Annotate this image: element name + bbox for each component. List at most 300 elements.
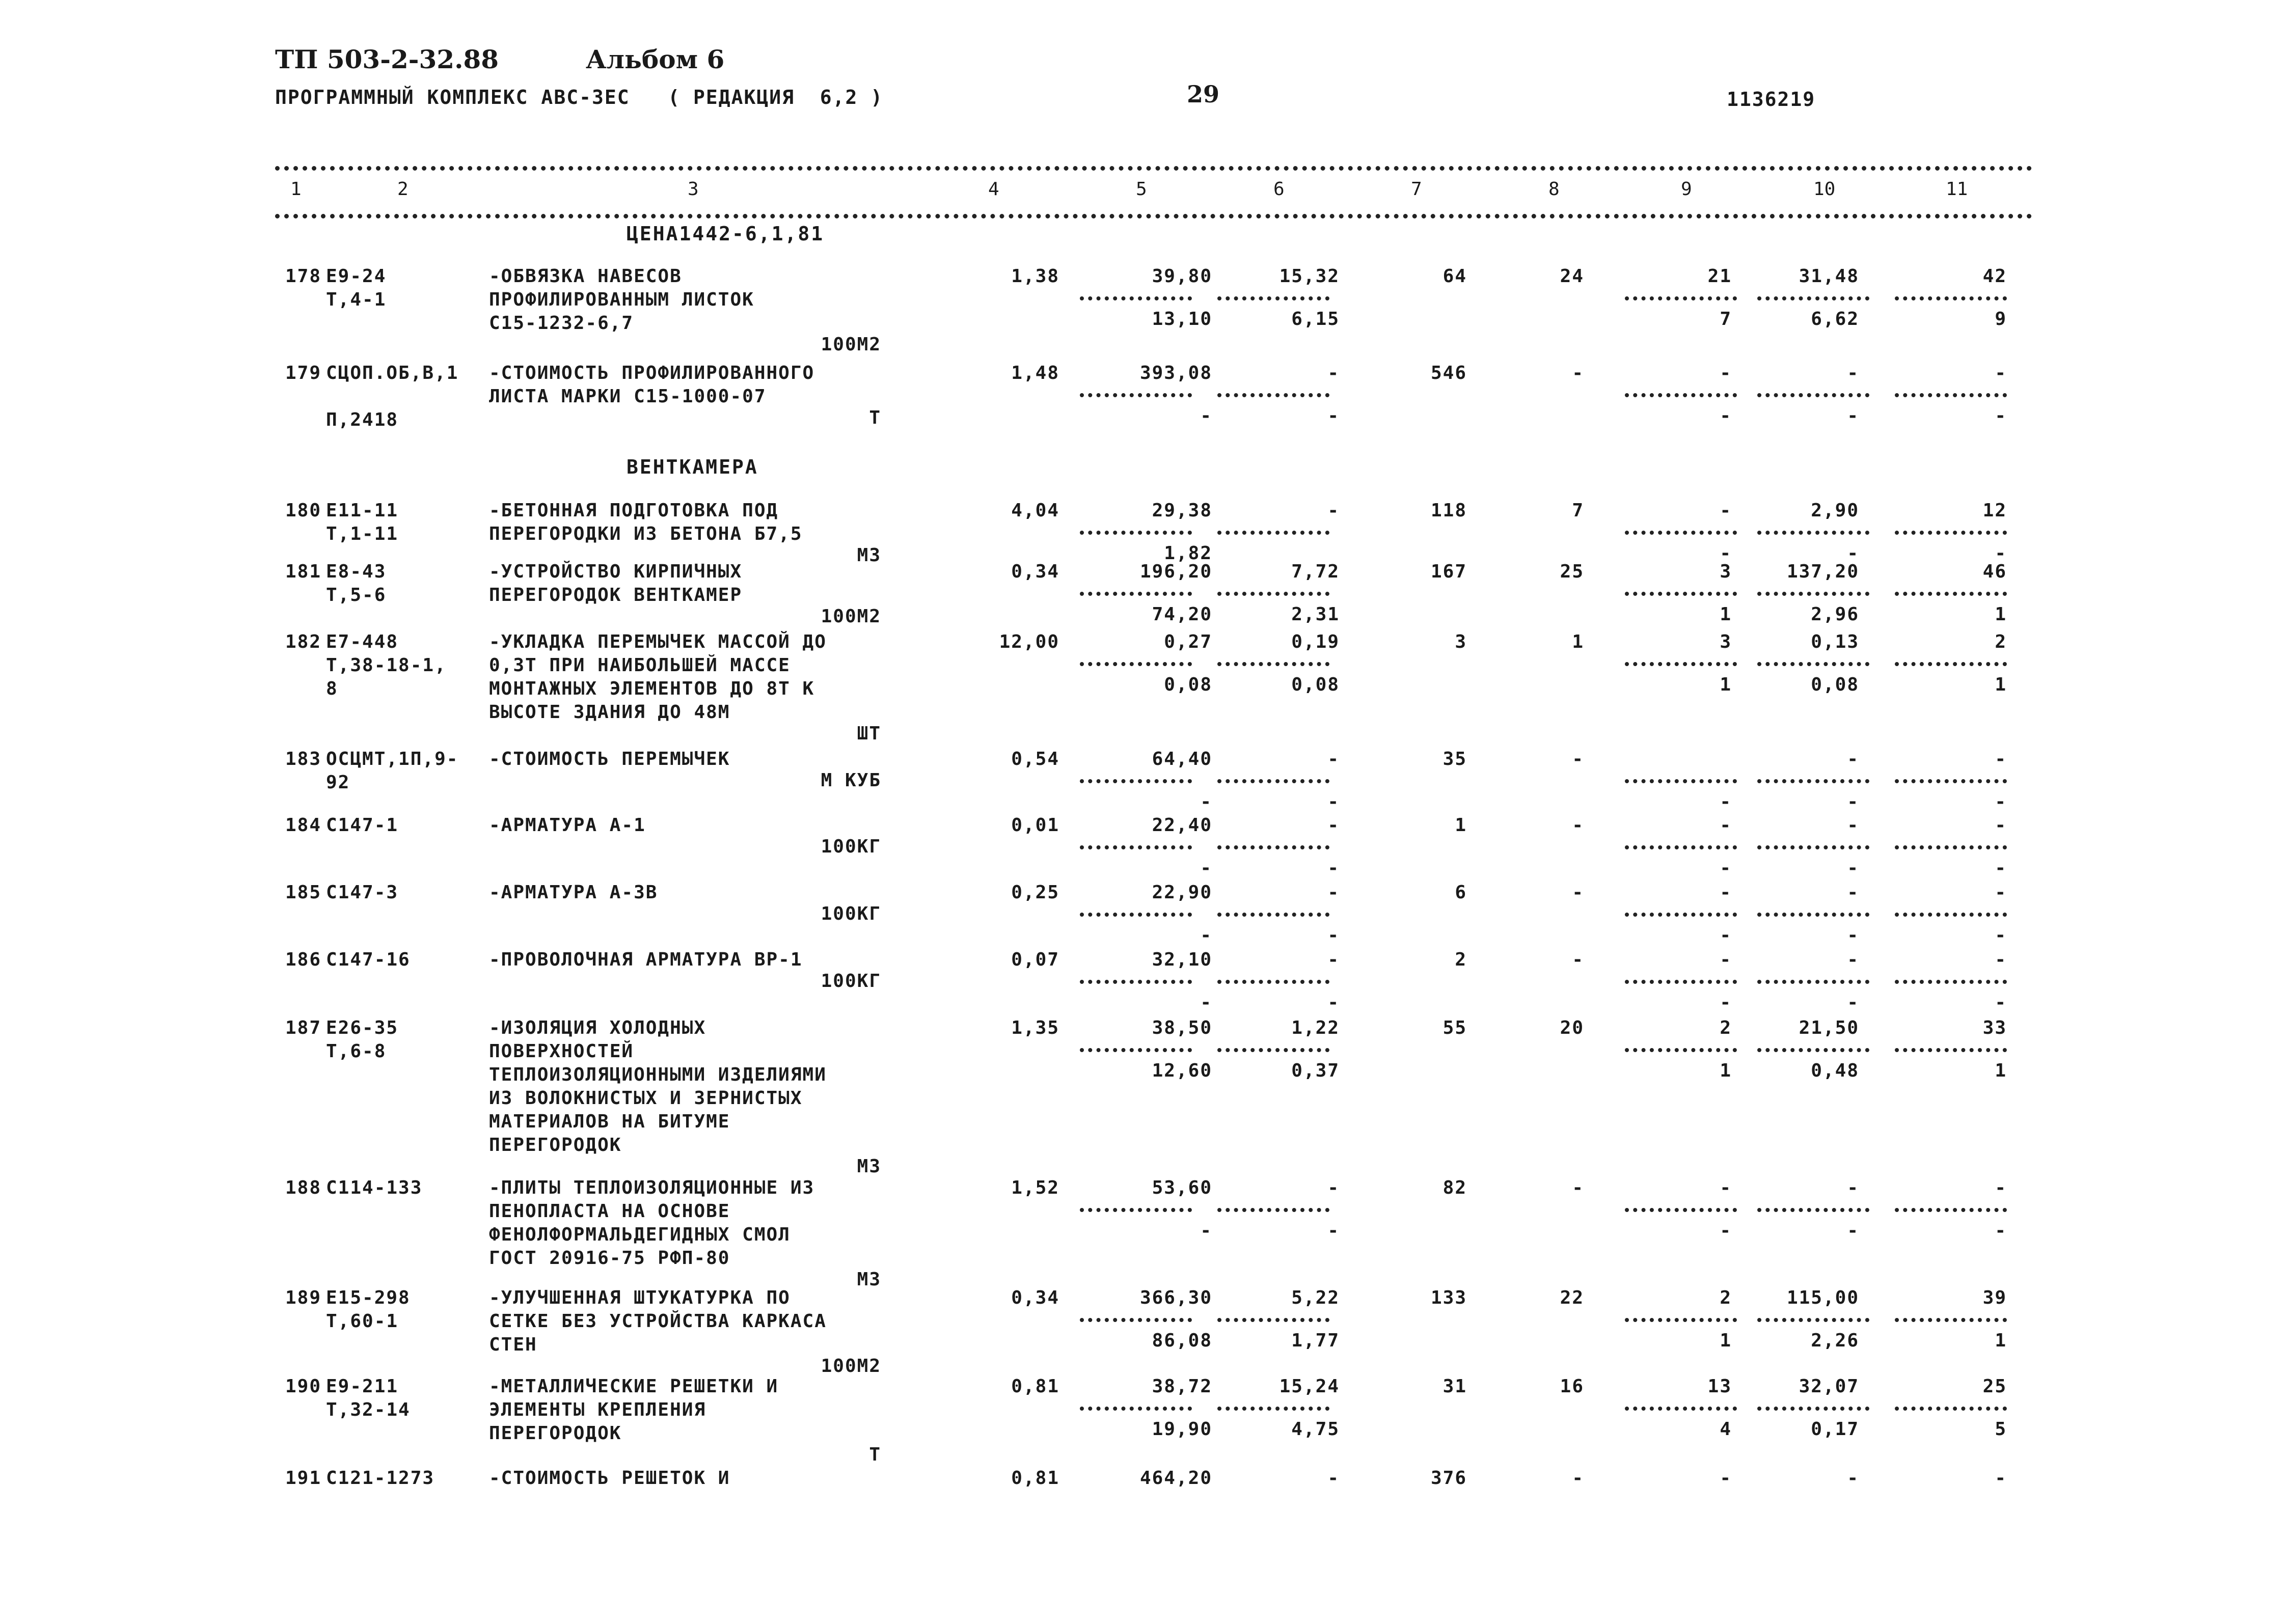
subtotal-rule <box>1625 913 1737 917</box>
subtotal-rule <box>1895 1407 2007 1411</box>
col10-subvalue: - <box>1847 543 1859 564</box>
unit-cost-labor: 86,08 <box>1152 1330 1212 1351</box>
subtotal-rule <box>1625 296 1737 300</box>
unit-of-measure: 100М2 <box>821 1356 881 1377</box>
quantity: 0,34 <box>1011 561 1059 582</box>
total-cost: 2 <box>1455 949 1467 970</box>
col11-value: 2 <box>1995 631 2007 652</box>
unit-of-measure: М3 <box>857 1269 881 1290</box>
work-description: -ИЗОЛЯЦИЯ ХОЛОДНЫХ ПОВЕРХНОСТЕЙ ТЕПЛОИЗОЛЯЦИОННЫМИ ИЗДЕЛИЯМИ ИЗ ВОЛОКНИСТЫХ И ЗЕРНИСТЫХ МАТЕРИАЛОВ НА БИТУМЕ ПЕРЕГОРОДОК <box>489 1017 827 1155</box>
labor-cost: - <box>1572 1177 1584 1198</box>
unit-cost: 22,40 <box>1152 815 1212 836</box>
col11-subvalue: 1 <box>1995 1330 2007 1351</box>
machine-cost: - <box>1327 749 1340 769</box>
album-label: Альбом 6 <box>586 44 725 74</box>
quantity: 0,01 <box>1011 815 1059 836</box>
machine-cost-labor: - <box>1327 925 1340 946</box>
unit-cost: 53,60 <box>1152 1177 1212 1198</box>
norm-code: Е7-448 Т,38-18-1, 8 <box>326 631 447 699</box>
norm-code: Е11-11 Т,1-11 <box>326 500 399 544</box>
subtotal-rule <box>1895 296 2007 300</box>
col11-value: 25 <box>1982 1376 2007 1397</box>
column-number: 8 <box>1548 179 1560 200</box>
labor-cost: 7 <box>1572 500 1584 521</box>
subtotal-rule <box>1757 1048 1869 1052</box>
subtotal-rule <box>1757 592 1869 596</box>
col10-value: 115,00 <box>1786 1287 1859 1308</box>
machine-cost: - <box>1327 1177 1340 1198</box>
machine-cost-labor: 1,77 <box>1291 1330 1340 1351</box>
col10-value: 0,13 <box>1811 631 1859 652</box>
table-header-rule <box>275 214 2032 218</box>
col9-subvalue: 4 <box>1720 1419 1732 1440</box>
col9-subvalue: - <box>1720 992 1732 1013</box>
machine-cost-labor: - <box>1327 858 1340 878</box>
norm-code: Е9-211 Т,32-14 <box>326 1376 411 1420</box>
machine-cost: - <box>1327 815 1340 836</box>
column-number: 3 <box>688 179 699 200</box>
unit-cost: 38,50 <box>1152 1017 1212 1038</box>
total-cost: 376 <box>1430 1468 1467 1489</box>
document-code: ТП 503-2-32.88 <box>275 44 499 74</box>
labor-cost: 24 <box>1560 266 1584 287</box>
total-cost: 1 <box>1455 815 1467 836</box>
col9-value: - <box>1720 815 1732 836</box>
col9-subvalue: 1 <box>1720 604 1732 625</box>
subtotal-rule <box>1757 531 1869 535</box>
col10-value: - <box>1847 363 1859 383</box>
col10-subvalue: - <box>1847 925 1859 946</box>
col11-value: - <box>1995 363 2007 383</box>
unit-of-measure: 100КГ <box>821 903 881 924</box>
subtotal-rule <box>1080 662 1192 666</box>
subtotal-rule <box>1757 845 1869 849</box>
work-description: -СТОИМОСТЬ ПЕРЕМЫЧЕК <box>489 749 730 769</box>
col11-subvalue: - <box>1995 405 2007 426</box>
col10-subvalue: - <box>1847 405 1859 426</box>
labor-cost: 20 <box>1560 1017 1584 1038</box>
machine-cost: - <box>1327 1468 1340 1489</box>
norm-code: Е8-43 Т,5-6 <box>326 561 387 605</box>
total-cost: 6 <box>1455 882 1467 903</box>
quantity: 1,52 <box>1011 1177 1059 1198</box>
subtotal-rule <box>1895 662 2007 666</box>
norm-code: С147-3 <box>326 882 399 903</box>
col9-value: 3 <box>1720 561 1732 582</box>
work-description: -СТОИМОСТЬ РЕШЕТОК И <box>489 1468 730 1489</box>
document-number: 1136219 <box>1727 88 1816 111</box>
unit-of-measure: М3 <box>857 545 881 566</box>
row-number: 185 <box>285 882 322 903</box>
col11-value: - <box>1995 815 2007 836</box>
machine-cost-labor: - <box>1327 405 1340 426</box>
total-cost: 64 <box>1443 266 1467 287</box>
unit-cost: 38,72 <box>1152 1376 1212 1397</box>
subtotal-rule <box>1757 1318 1869 1322</box>
unit-cost-labor: - <box>1200 858 1212 878</box>
col10-subvalue: - <box>1847 1220 1859 1241</box>
col11-value: 39 <box>1982 1287 2007 1308</box>
subtotal-rule <box>1757 913 1869 917</box>
total-cost: 31 <box>1443 1376 1467 1397</box>
column-number: 6 <box>1273 179 1285 200</box>
program-title: ПРОГРАММНЫЙ КОМПЛЕКС АВС-3ЕС ( РЕДАКЦИЯ 6,2 ) <box>275 86 884 108</box>
quantity: 0,25 <box>1011 882 1059 903</box>
machine-cost: 0,19 <box>1291 631 1340 652</box>
norm-code: Е9-24 Т,4-1 <box>326 266 387 310</box>
unit-of-measure: 100КГ <box>821 971 881 992</box>
subtotal-rule <box>1217 1318 1329 1322</box>
col10-subvalue: - <box>1847 858 1859 878</box>
total-cost: 167 <box>1430 561 1467 582</box>
unit-cost: 39,80 <box>1152 266 1212 287</box>
unit-cost-labor: - <box>1200 1220 1212 1241</box>
col10-subvalue: 0,08 <box>1811 674 1859 695</box>
machine-cost-labor: 0,37 <box>1291 1060 1340 1081</box>
subtotal-rule <box>1757 1208 1869 1212</box>
unit-cost: 196,20 <box>1139 561 1212 582</box>
subtotal-rule <box>1625 531 1737 535</box>
labor-cost: - <box>1572 949 1584 970</box>
unit-cost: 32,10 <box>1152 949 1212 970</box>
work-description: -АРМАТУРА А-1 <box>489 815 646 836</box>
work-description: -УКЛАДКА ПЕРЕМЫЧЕК МАССОЙ ДО 0,3Т ПРИ НАИБОЛЬШЕЙ МАССЕ МОНТАЖНЫХ ЭЛЕМЕНТОВ ДО 8Т К ВЫСОТЕ ЗДАНИЯ ДО 48М <box>489 631 827 723</box>
quantity: 0,54 <box>1011 749 1059 769</box>
price-note: ЦЕНА1442-6,1,81 <box>627 223 825 245</box>
work-description: -УСТРОЙСТВО КИРПИЧНЫХ ПЕРЕГОРОДОК ВЕНТКАМЕР <box>489 561 743 605</box>
unit-cost: 393,08 <box>1139 363 1212 383</box>
subtotal-rule <box>1895 845 2007 849</box>
labor-cost: - <box>1572 363 1584 383</box>
subtotal-rule <box>1217 845 1329 849</box>
subtotal-rule <box>1080 531 1192 535</box>
col11-value: 33 <box>1982 1017 2007 1038</box>
norm-code: С121-1273 <box>326 1468 435 1489</box>
col10-subvalue: - <box>1847 791 1859 812</box>
col10-value: 2,90 <box>1811 500 1859 521</box>
norm-code: С147-1 <box>326 815 399 836</box>
total-cost: 546 <box>1430 363 1467 383</box>
norm-code: СЦОП.ОБ,В,1 П,2418 <box>326 363 459 430</box>
machine-cost: 15,24 <box>1279 1376 1340 1397</box>
column-number: 1 <box>290 179 302 200</box>
unit-cost-labor: 19,90 <box>1152 1419 1212 1440</box>
subtotal-rule <box>1625 1318 1737 1322</box>
col10-value: 31,48 <box>1799 266 1859 287</box>
machine-cost: - <box>1327 363 1340 383</box>
norm-code: Е26-35 Т,6-8 <box>326 1017 399 1062</box>
col11-subvalue: 9 <box>1995 309 2007 329</box>
subtotal-rule <box>1080 1048 1192 1052</box>
quantity: 4,04 <box>1011 500 1059 521</box>
subtotal-rule <box>1080 913 1192 917</box>
unit-of-measure: М КУБ <box>821 770 881 791</box>
subtotal-rule <box>1080 592 1192 596</box>
labor-cost: 25 <box>1560 561 1584 582</box>
subtotal-rule <box>1625 393 1737 397</box>
row-number: 182 <box>285 631 322 652</box>
subtotal-rule <box>1080 1208 1192 1212</box>
subtotal-rule <box>1757 393 1869 397</box>
subtotal-rule <box>1217 1208 1329 1212</box>
subtotal-rule <box>1895 913 2007 917</box>
col9-value: - <box>1720 363 1732 383</box>
col9-subvalue: - <box>1720 925 1732 946</box>
unit-cost-labor: - <box>1200 405 1212 426</box>
column-number: 2 <box>397 179 409 200</box>
subtotal-rule <box>1625 980 1737 984</box>
col9-value: - <box>1720 882 1732 903</box>
total-cost: 118 <box>1430 500 1467 521</box>
column-number: 9 <box>1681 179 1692 200</box>
quantity: 0,81 <box>1011 1376 1059 1397</box>
subtotal-rule <box>1757 1407 1869 1411</box>
subtotal-rule <box>1217 980 1329 984</box>
row-number: 189 <box>285 1287 322 1308</box>
col11-value: 42 <box>1982 266 2007 287</box>
norm-code: ОСЦМТ,1П,9- 92 <box>326 749 459 793</box>
col11-value: - <box>1995 949 2007 970</box>
total-cost: 82 <box>1443 1177 1467 1198</box>
col11-subvalue: - <box>1995 992 2007 1013</box>
unit-of-measure: 100М2 <box>821 334 881 355</box>
col10-subvalue: 2,96 <box>1811 604 1859 625</box>
column-number: 5 <box>1136 179 1147 200</box>
subtotal-rule <box>1217 531 1329 535</box>
col9-subvalue: - <box>1720 543 1732 564</box>
subtotal-rule <box>1080 1318 1192 1322</box>
machine-cost: 1,22 <box>1291 1017 1340 1038</box>
subtotal-rule <box>1217 779 1329 783</box>
work-description: -ПЛИТЫ ТЕПЛОИЗОЛЯЦИОННЫЕ ИЗ ПЕНОПЛАСТА НА ОСНОВЕ ФЕНОЛФОРМАЛЬДЕГИДНЫХ СМОЛ ГОСТ 20916-75 РФП-80 <box>489 1177 815 1269</box>
col11-subvalue: 5 <box>1995 1419 2007 1440</box>
row-number: 190 <box>285 1376 322 1397</box>
unit-of-measure: Т <box>869 1444 881 1465</box>
machine-cost-labor: 0,08 <box>1291 674 1340 695</box>
col11-value: - <box>1995 749 2007 769</box>
work-description: -ПРОВОЛОЧНАЯ АРМАТУРА ВР-1 <box>489 949 803 970</box>
col9-subvalue: 1 <box>1720 1060 1732 1081</box>
unit-cost: 64,40 <box>1152 749 1212 769</box>
col11-value: 46 <box>1982 561 2007 582</box>
col9-subvalue: - <box>1720 405 1732 426</box>
subtotal-rule <box>1217 592 1329 596</box>
subtotal-rule <box>1895 531 2007 535</box>
unit-cost-labor: - <box>1200 925 1212 946</box>
col10-subvalue: 0,17 <box>1811 1419 1859 1440</box>
norm-code: С114-133 <box>326 1177 423 1198</box>
unit-cost-labor: 12,60 <box>1152 1060 1212 1081</box>
table-top-rule <box>275 166 2032 171</box>
total-cost: 3 <box>1455 631 1467 652</box>
unit-of-measure: 100М2 <box>821 606 881 627</box>
total-cost: 55 <box>1443 1017 1467 1038</box>
work-description: -СТОИМОСТЬ ПРОФИЛИРОВАННОГО ЛИСТА МАРКИ С15-1000-07 <box>489 363 815 407</box>
row-number: 178 <box>285 266 322 287</box>
col10-value: 21,50 <box>1799 1017 1859 1038</box>
subtotal-rule <box>1757 296 1869 300</box>
machine-cost: - <box>1327 500 1340 521</box>
col11-subvalue: 1 <box>1995 674 2007 695</box>
row-number: 186 <box>285 949 322 970</box>
unit-cost-labor: 13,10 <box>1152 309 1212 329</box>
unit-cost-labor: 74,20 <box>1152 604 1212 625</box>
col9-value: 2 <box>1720 1287 1732 1308</box>
machine-cost: 5,22 <box>1291 1287 1340 1308</box>
labor-cost: - <box>1572 749 1584 769</box>
col11-value: 12 <box>1982 500 2007 521</box>
subtotal-rule <box>1625 1048 1737 1052</box>
labor-cost: - <box>1572 882 1584 903</box>
col10-value: 137,20 <box>1786 561 1859 582</box>
section-heading-ventkamera: ВЕНТКАМЕРА <box>627 456 758 478</box>
col10-value: - <box>1847 882 1859 903</box>
machine-cost-labor: - <box>1327 1220 1340 1241</box>
machine-cost: - <box>1327 882 1340 903</box>
subtotal-rule <box>1625 662 1737 666</box>
col10-value: - <box>1847 815 1859 836</box>
unit-cost: 22,90 <box>1152 882 1212 903</box>
col11-subvalue: 1 <box>1995 604 2007 625</box>
col9-value: - <box>1720 1177 1732 1198</box>
row-number: 191 <box>285 1468 322 1489</box>
column-number: 7 <box>1411 179 1422 200</box>
row-number: 179 <box>285 363 322 383</box>
subtotal-rule <box>1217 1407 1329 1411</box>
col9-value: 2 <box>1720 1017 1732 1038</box>
quantity: 1,35 <box>1011 1017 1059 1038</box>
subtotal-rule <box>1895 1318 2007 1322</box>
col9-value: 3 <box>1720 631 1732 652</box>
subtotal-rule <box>1217 296 1329 300</box>
col10-value: 32,07 <box>1799 1376 1859 1397</box>
work-description: -МЕТАЛЛИЧЕСКИЕ РЕШЕТКИ И ЭЛЕМЕНТЫ КРЕПЛЕНИЯ ПЕРЕГОРОДОК <box>489 1376 779 1444</box>
machine-cost-labor: - <box>1327 992 1340 1013</box>
col11-subvalue: - <box>1995 925 2007 946</box>
col11-subvalue: - <box>1995 791 2007 812</box>
unit-cost-labor: - <box>1200 992 1212 1013</box>
unit-cost-labor: 1,82 <box>1164 543 1212 564</box>
unit-cost: 464,20 <box>1139 1468 1212 1489</box>
row-number: 188 <box>285 1177 322 1198</box>
col9-subvalue: 7 <box>1720 309 1732 329</box>
norm-code: С147-16 <box>326 949 411 970</box>
subtotal-rule <box>1080 779 1192 783</box>
col11-value: - <box>1995 882 2007 903</box>
subtotal-rule <box>1895 393 2007 397</box>
col11-subvalue: - <box>1995 543 2007 564</box>
machine-cost-labor: 6,15 <box>1291 309 1340 329</box>
subtotal-rule <box>1895 779 2007 783</box>
subtotal-rule <box>1080 1407 1192 1411</box>
col9-value: - <box>1720 500 1732 521</box>
col9-subvalue: 1 <box>1720 674 1732 695</box>
labor-cost: - <box>1572 815 1584 836</box>
quantity: 1,38 <box>1011 266 1059 287</box>
subtotal-rule <box>1217 662 1329 666</box>
machine-cost-labor: 2,31 <box>1291 604 1340 625</box>
col9-value: 13 <box>1707 1376 1732 1397</box>
quantity: 0,07 <box>1011 949 1059 970</box>
quantity: 12,00 <box>999 631 1059 652</box>
col9-subvalue: - <box>1720 1220 1732 1241</box>
col11-value: - <box>1995 1468 2007 1489</box>
subtotal-rule <box>1625 592 1737 596</box>
col9-value: 21 <box>1707 266 1732 287</box>
unit-cost-labor: - <box>1200 791 1212 812</box>
subtotal-rule <box>1625 779 1737 783</box>
unit-of-measure: 100КГ <box>821 836 881 857</box>
col9-subvalue: 1 <box>1720 1330 1732 1351</box>
work-description: -УЛУЧШЕННАЯ ШТУКАТУРКА ПО СЕТКЕ БЕЗ УСТРОЙСТВА КАРКАСА СТЕН <box>489 1287 827 1355</box>
col10-subvalue: 2,26 <box>1811 1330 1859 1351</box>
subtotal-rule <box>1625 845 1737 849</box>
col10-value: - <box>1847 1177 1859 1198</box>
subtotal-rule <box>1895 1048 2007 1052</box>
subtotal-rule <box>1080 296 1192 300</box>
col9-value: - <box>1720 1468 1732 1489</box>
subtotal-rule <box>1080 845 1192 849</box>
unit-of-measure: М3 <box>857 1156 881 1177</box>
row-number: 183 <box>285 749 322 769</box>
subtotal-rule <box>1757 980 1869 984</box>
total-cost: 133 <box>1430 1287 1467 1308</box>
row-number: 187 <box>285 1017 322 1038</box>
col10-subvalue: - <box>1847 992 1859 1013</box>
col10-value: - <box>1847 949 1859 970</box>
quantity: 0,81 <box>1011 1468 1059 1489</box>
col11-subvalue: 1 <box>1995 1060 2007 1081</box>
page-number: 29 <box>1187 80 1220 108</box>
col9-subvalue: - <box>1720 858 1732 878</box>
quantity: 0,34 <box>1011 1287 1059 1308</box>
unit-cost: 0,27 <box>1164 631 1212 652</box>
subtotal-rule <box>1895 592 2007 596</box>
column-number: 10 <box>1813 179 1836 200</box>
subtotal-rule <box>1625 1208 1737 1212</box>
col11-value: - <box>1995 1177 2007 1198</box>
quantity: 1,48 <box>1011 363 1059 383</box>
unit-cost: 29,38 <box>1152 500 1212 521</box>
machine-cost-labor: 4,75 <box>1291 1419 1340 1440</box>
machine-cost-labor: - <box>1327 791 1340 812</box>
subtotal-rule <box>1895 1208 2007 1212</box>
work-description: -ОБВЯЗКА НАВЕСОВ ПРОФИЛИРОВАННЫМ ЛИСТОК С15-1232-6,7 <box>489 266 754 334</box>
total-cost: 35 <box>1443 749 1467 769</box>
work-description: -БЕТОННАЯ ПОДГОТОВКА ПОД ПЕРЕГОРОДКИ ИЗ БЕТОНА Б7,5 <box>489 500 803 544</box>
unit-cost-labor: 0,08 <box>1164 674 1212 695</box>
col10-value: - <box>1847 1468 1859 1489</box>
unit-of-measure: ШТ <box>857 723 881 744</box>
machine-cost: - <box>1327 949 1340 970</box>
col9-value: - <box>1720 949 1732 970</box>
labor-cost: 16 <box>1560 1376 1584 1397</box>
subtotal-rule <box>1757 779 1869 783</box>
machine-cost: 7,72 <box>1291 561 1340 582</box>
row-number: 181 <box>285 561 322 582</box>
subtotal-rule <box>1895 980 2007 984</box>
column-number: 4 <box>988 179 999 200</box>
subtotal-rule <box>1625 1407 1737 1411</box>
col10-subvalue: 0,48 <box>1811 1060 1859 1081</box>
unit-cost: 366,30 <box>1139 1287 1212 1308</box>
subtotal-rule <box>1757 662 1869 666</box>
machine-cost: 15,32 <box>1279 266 1340 287</box>
col10-value: - <box>1847 749 1859 769</box>
norm-code: Е15-298 Т,60-1 <box>326 1287 411 1332</box>
col11-subvalue: - <box>1995 1220 2007 1241</box>
row-number: 180 <box>285 500 322 521</box>
